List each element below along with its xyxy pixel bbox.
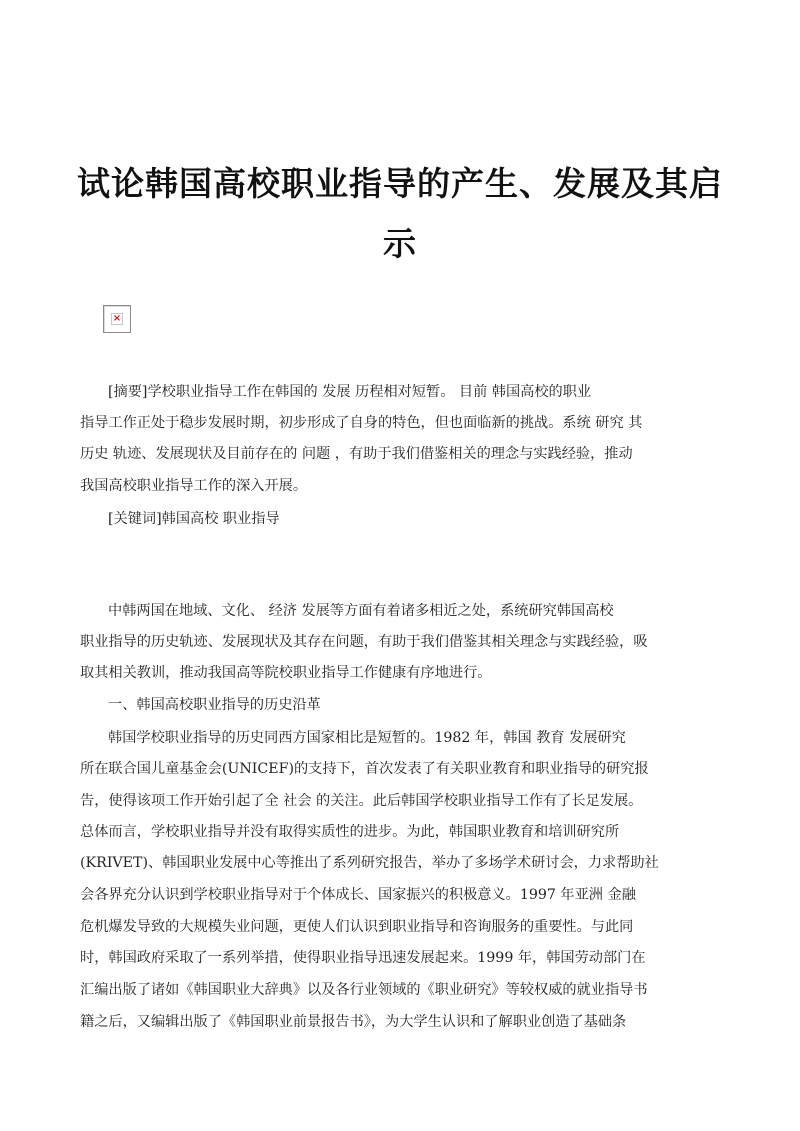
body-line: 总体而言，学校职业指导并没有取得实质性的进步。为此，韩国职业教育和培训研究所 [80, 824, 620, 840]
abstract-line: 历史 轨迹、发展现状及目前存在的 问题 ，有助于我们借鉴相关的理念与实践经验，推动 [80, 446, 633, 462]
keywords-line: [关键词]韩国高校 职业指导 [108, 511, 280, 527]
body-line: (KRIVET)、韩国职业发展中心等推出了系列研究报告，举办了多场学术研讨会，力求帮助社 [80, 855, 659, 871]
body-line: 告，使得该项工作开始引起了全 社会 的关注。此后韩国学校职业指导工作有了长足发展。 [80, 793, 643, 809]
abstract-line: [摘要]学校职业指导工作在韩国的 发展 历程相对短暂。 目前 韩国高校的职业 [108, 384, 592, 400]
body-line: 韩国学校职业指导的历史同西方国家相比是短暂的。1982 年，韩国 教育 发展研究 [108, 730, 626, 746]
body-line: 中韩两国在地域、文化、 经济 发展等方面有着诸多相近之处，系统研究韩国高校 [108, 603, 614, 619]
abstract-line: 我国高校职业指导工作的深入开展。 [80, 478, 308, 494]
abstract-line: 指导工作正处于稳步发展时期，初步形成了自身的特色，但也面临新的挑战。系统 研究 其 [80, 415, 643, 431]
body-line: 所在联合国儿童基金会(UNICEF)的支持下，首次发表了有关职业教育和职业指导的研究报 [80, 761, 649, 777]
broken-image-x-icon: × [112, 313, 122, 324]
body-line: 籍之后，又编辑出版了《韩国职业前景报告书》，为大学生认识和了解职业创造了基础条 [80, 1014, 627, 1030]
section-heading: 一、韩国高校职业指导的历史沿革 [108, 697, 321, 713]
body-line: 职业指导的历史轨迹、发展现状及其存在问题，有助于我们借鉴其相关理念与实践经验，吸 [80, 634, 648, 650]
body-line: 时，韩国政府采取了一系列举措，使得职业指导迅速发展起来。1999 年，韩国劳动部门在 [80, 950, 646, 966]
document-title-line-2: 示 [383, 224, 417, 263]
body-line: 会各界充分认识到学校职业指导对于个体成长、国家振兴的积极意义。1997 年亚洲 金融 [80, 887, 636, 903]
broken-image-icon [103, 305, 131, 333]
body-line: 取其相关教训，推动我国高等院校职业指导工作健康有序地进行。 [80, 665, 492, 681]
body-line: 危机爆发导致的大规模失业问题，更使人们认识到职业指导和咨询服务的重要性。与此同 [80, 919, 634, 935]
document-title-line-1: 试论韩国高校职业指导的产生、发展及其启 [77, 164, 723, 203]
body-line: 汇编出版了诸如《韩国职业大辞典》以及各行业领域的《职业研究》等较权威的就业指导书 [80, 982, 648, 998]
